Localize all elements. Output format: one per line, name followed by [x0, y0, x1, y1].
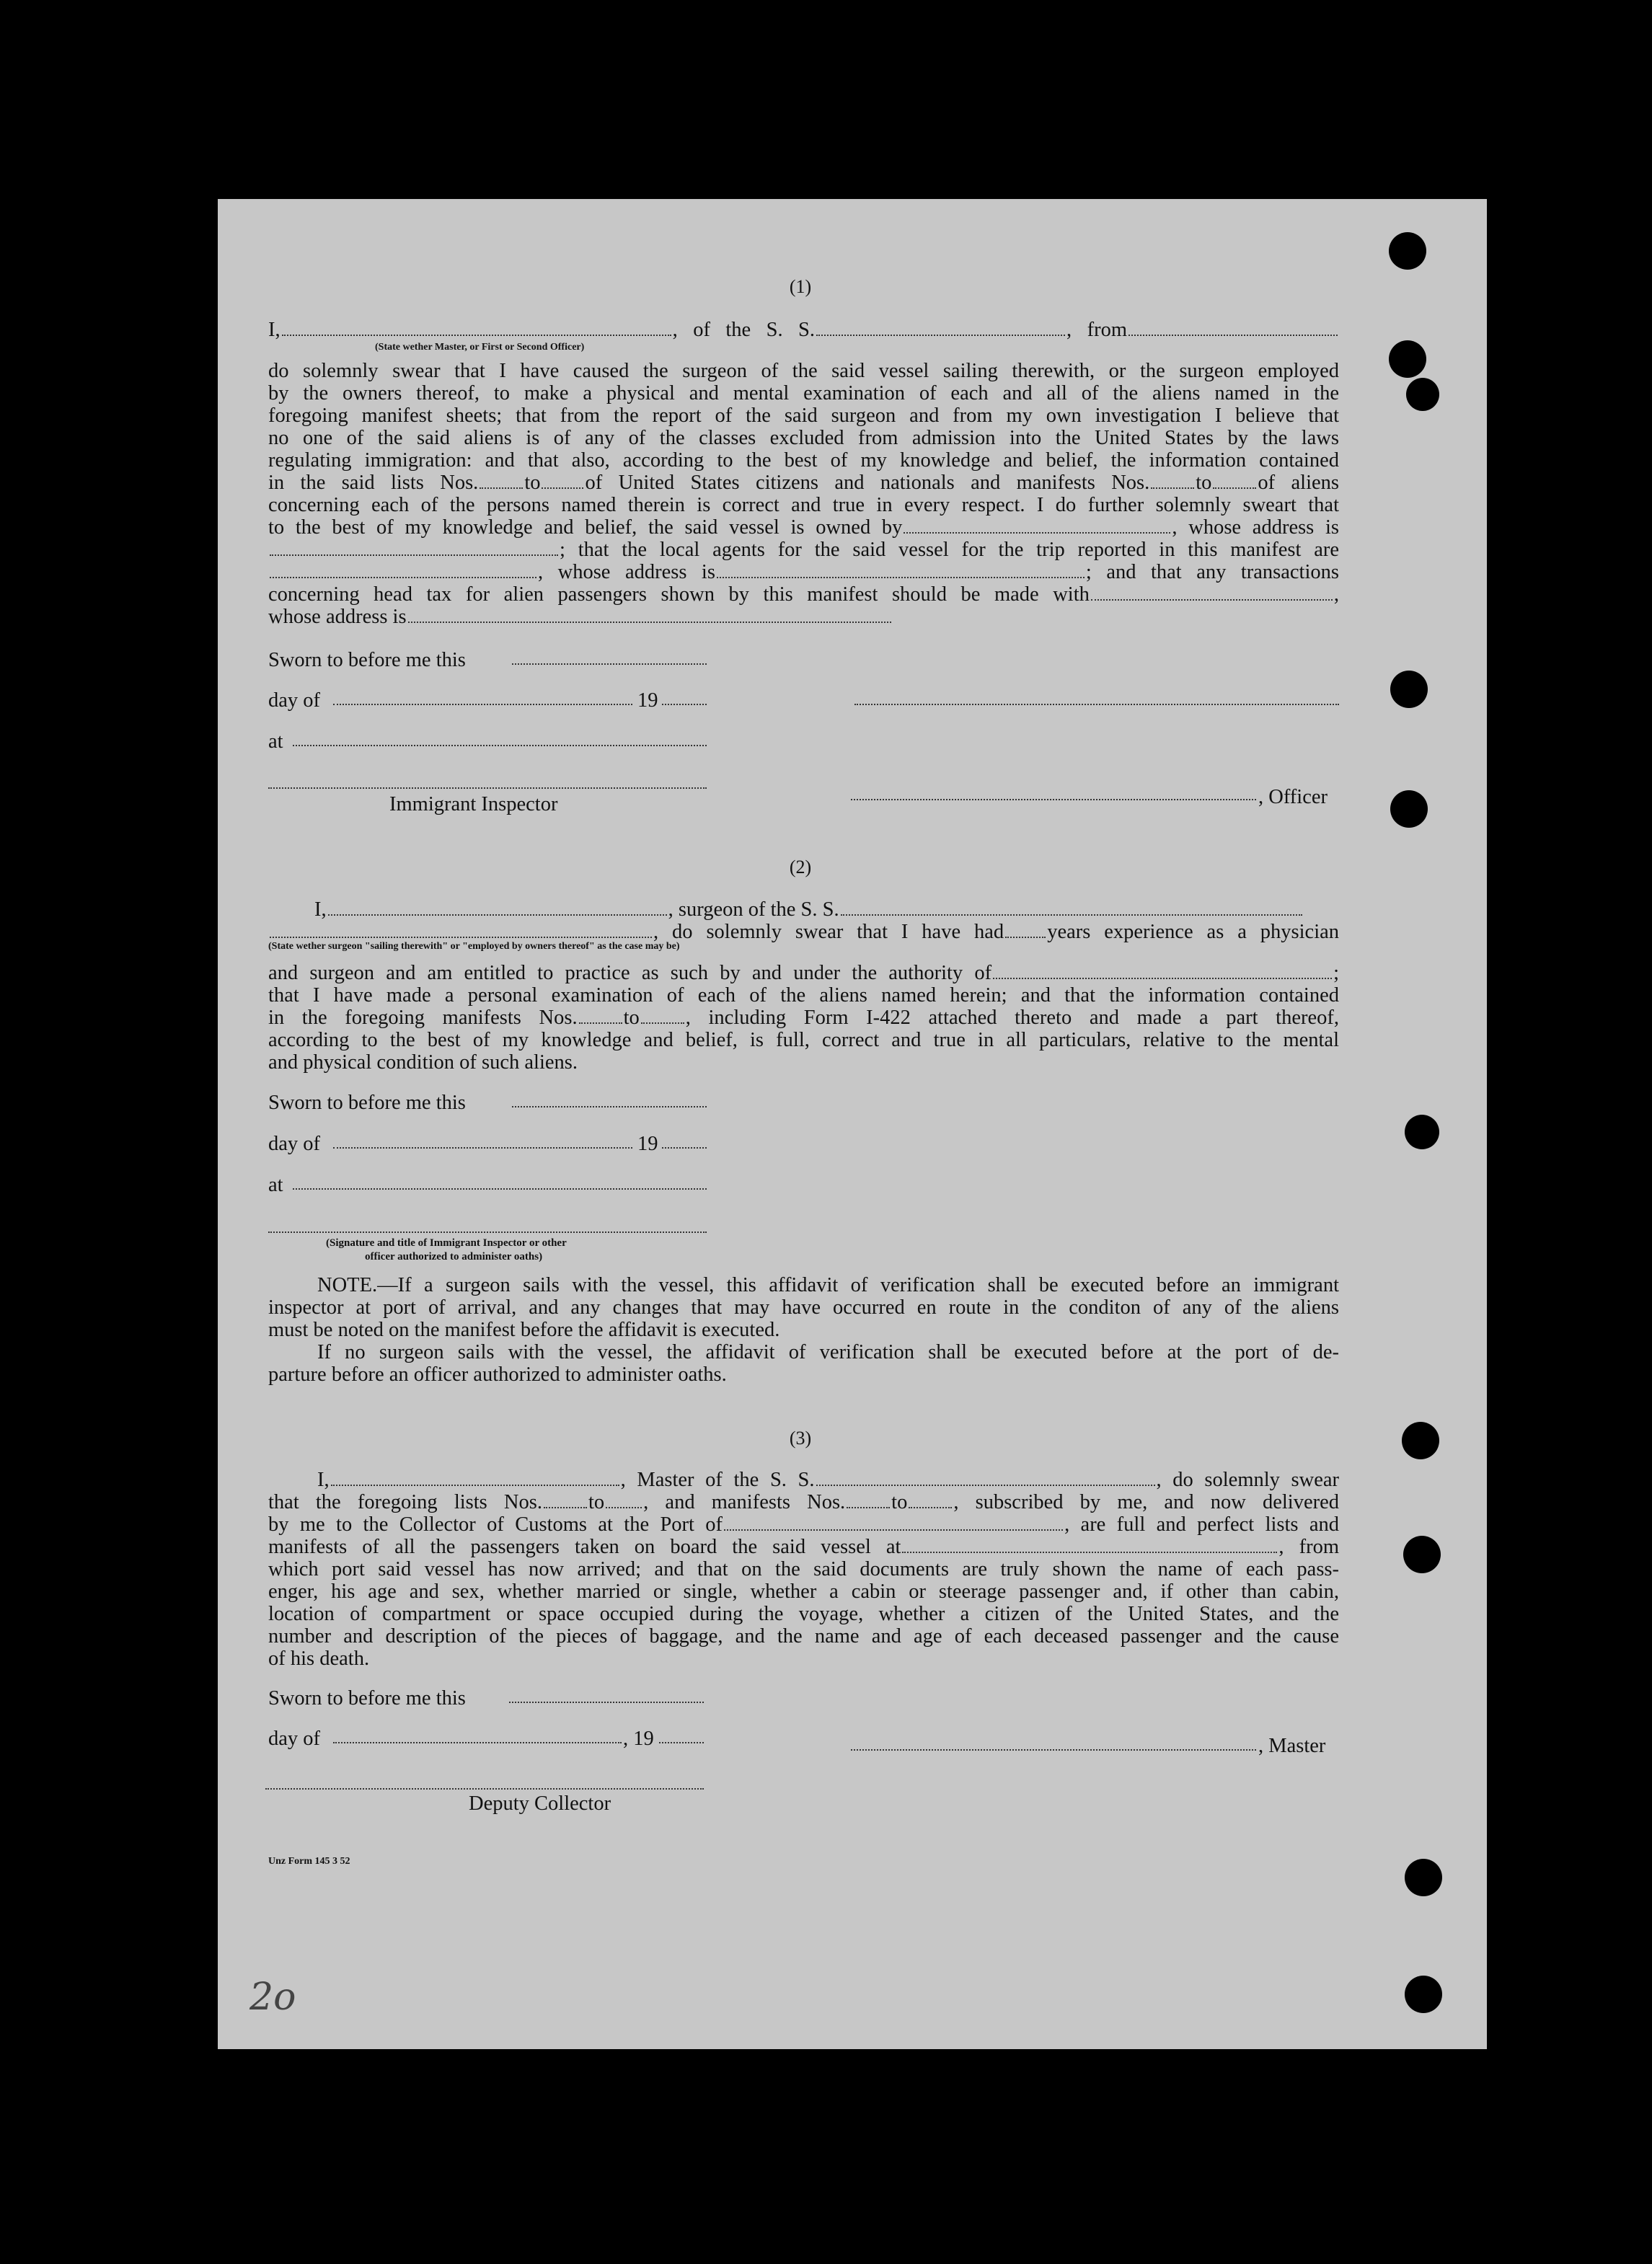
sworn-date-line — [512, 1106, 707, 1107]
oath-line: by the owners thereof, to make a physical and mental examination of each and all of the aliens named in the — [268, 382, 1339, 404]
note-line: NOTE.—If a surgeon sails with the vessel, this affidavit of verification shall be executed before an immigrant — [317, 1274, 1339, 1296]
at-label: at — [268, 1174, 283, 1196]
day-of-label: day of — [268, 1133, 321, 1155]
officer-label: , Officer — [1258, 786, 1328, 808]
note-line: If no surgeon sails with the vessel, the affidavit of verification shall be executed before at the port of de- — [317, 1341, 1339, 1363]
manifest-numbers-line: in the foregoing manifests Nos. to , including Form I-422 attached thereto and made a part thereof, — [268, 1007, 1340, 1029]
sworn-date-line — [512, 663, 707, 665]
oath-line: and physical condition of such aliens. — [268, 1051, 578, 1074]
master-label: , Master — [1258, 1735, 1326, 1757]
head-tax-line: concerning head tax for alien passengers shown by this manifest should be made with , — [268, 583, 1339, 606]
lists-numbers-line: that the foregoing lists Nos. to , and manifests Nos. to , subscribed by me, and now delivered — [268, 1491, 1339, 1513]
punch-hole — [1390, 790, 1428, 828]
master-signature-line — [851, 1749, 1256, 1751]
section-number: (2) — [789, 857, 812, 877]
punch-hole — [1405, 1976, 1442, 2013]
oath-line: that I have made a personal examination of each of the aliens named herein; and that the information contained — [268, 984, 1339, 1007]
at-line — [293, 1188, 707, 1190]
oath-line: of his death. — [268, 1648, 370, 1670]
punch-hole — [1402, 1422, 1439, 1459]
authority-line: and surgeon and am entitled to practice as such by and under the authority of ; — [268, 962, 1339, 984]
at-line — [293, 745, 707, 746]
punch-hole — [1390, 671, 1428, 708]
signature-caption: (Signature and title of Immigrant Inspector or other — [326, 1237, 567, 1249]
oath-line: number and description of the pieces of baggage, and the name and age of each deceased passenger and the cause — [268, 1625, 1339, 1648]
year-label: 19 — [637, 1133, 658, 1155]
note-line: inspector at port of arrival, and any changes that may have occurred en route in the conditon of any of the aliens — [268, 1296, 1339, 1319]
at-label: at — [268, 730, 283, 753]
year-line — [662, 704, 707, 705]
year-line — [659, 1742, 704, 1743]
sworn-date-line — [509, 1702, 704, 1703]
collector-signature-line — [265, 1788, 704, 1790]
day-line — [333, 1742, 622, 1743]
day-line — [333, 704, 632, 705]
punch-hole — [1405, 1115, 1439, 1149]
master-line: I, , Master of the S. S. , do solemnly swear — [317, 1469, 1339, 1491]
oath-line: location of compartment or space occupied during the voyage, whether a citizen of the United States, and the — [268, 1603, 1339, 1625]
punch-hole — [1406, 378, 1439, 411]
experience-line: , do solemnly swear that I have had years experience as a physician — [268, 921, 1339, 943]
punch-hole — [1389, 232, 1426, 270]
section-number: (3) — [789, 1428, 812, 1449]
note-line: must be noted on the manifest before the affidavit is executed. — [268, 1319, 780, 1341]
oath-line: enger, his age and sex, whether married or single, whether a cabin or steerage passenger and, if other than cabin, — [268, 1580, 1339, 1603]
signature-line — [854, 704, 1339, 705]
inspector-label: Immigrant Inspector — [389, 793, 558, 815]
sworn-label: Sworn to before me this — [268, 649, 466, 671]
year-label: , 19 — [623, 1728, 654, 1750]
port-line: by me to the Collector of Customs at the Port of , are full and perfect lists and — [268, 1513, 1340, 1536]
agents-line: ; that the local agents for the said vessel for the trip reported in this manifest are — [268, 539, 1339, 561]
form-number: Unz Form 145 3 52 — [268, 1856, 350, 1867]
officer-line: I, , of the S. S. , from — [268, 319, 1339, 341]
oath-line: concerning each of the persons named therein is correct and true in every respect. I do further solemnly sweart that — [268, 494, 1339, 516]
punch-hole — [1403, 1536, 1441, 1573]
year-line — [662, 1147, 707, 1149]
handwritten-mark: 2o — [249, 1976, 296, 2019]
oath-line: according to the best of my knowledge and belief, is full, correct and true in all particulars, relative to the mental — [268, 1029, 1339, 1051]
boarding-port-line: manifests of all the passengers taken on board the said vessel at , from — [268, 1536, 1339, 1558]
section-number: (1) — [789, 276, 812, 297]
day-of-label: day of — [268, 1728, 321, 1750]
oath-line: foregoing manifest sheets; that from the report of the said surgeon and from my own investigation I believe that — [268, 404, 1339, 427]
surgeon-caption: (State wether surgeon "sailing therewith" or "employed by owners thereof" as the case may be) — [268, 941, 680, 952]
punch-hole — [1389, 340, 1426, 378]
note-line: parture before an officer authorized to administer oaths. — [268, 1363, 727, 1386]
year-label: 19 — [637, 689, 658, 712]
owner-line: to the best of my knowledge and belief, the said vessel is owned by , whose address is — [268, 516, 1339, 539]
lists-numbers-line: in the said lists Nos. to of United States citizens and nationals and manifests Nos. to of aliens — [268, 472, 1339, 494]
agents-address-line: , whose address is ; and that any transactions — [268, 561, 1339, 583]
head-tax-address-line: whose address is — [268, 606, 1339, 628]
sworn-label: Sworn to before me this — [268, 1092, 466, 1114]
inspector-signature-line — [268, 787, 707, 789]
day-line — [333, 1147, 632, 1149]
oath-line: regulating immigration: and that also, according to the best of my knowledge and belief, the information contained — [268, 449, 1339, 472]
officer-signature-line — [851, 799, 1256, 800]
signature-caption: officer authorized to administer oaths) — [365, 1251, 543, 1263]
oath-line: which port said vessel has now arrived; and that on the said documents are truly shown the name of each pass- — [268, 1558, 1339, 1580]
signature-line — [268, 1232, 707, 1233]
collector-label: Deputy Collector — [469, 1792, 611, 1815]
oath-line: no one of the said aliens is of any of the classes excluded from admission into the United States by the laws — [268, 427, 1339, 449]
officer-caption: (State wether Master, or First or Second Officer) — [375, 342, 585, 353]
surgeon-line: I, , surgeon of the S. S. — [268, 898, 1339, 921]
day-of-label: day of — [268, 689, 321, 712]
oath-line: do solemnly swear that I have caused the surgeon of the said vessel sailing therewith, or the surgeon employed — [268, 360, 1339, 382]
sworn-label: Sworn to before me this — [268, 1687, 466, 1710]
punch-hole — [1405, 1859, 1442, 1896]
